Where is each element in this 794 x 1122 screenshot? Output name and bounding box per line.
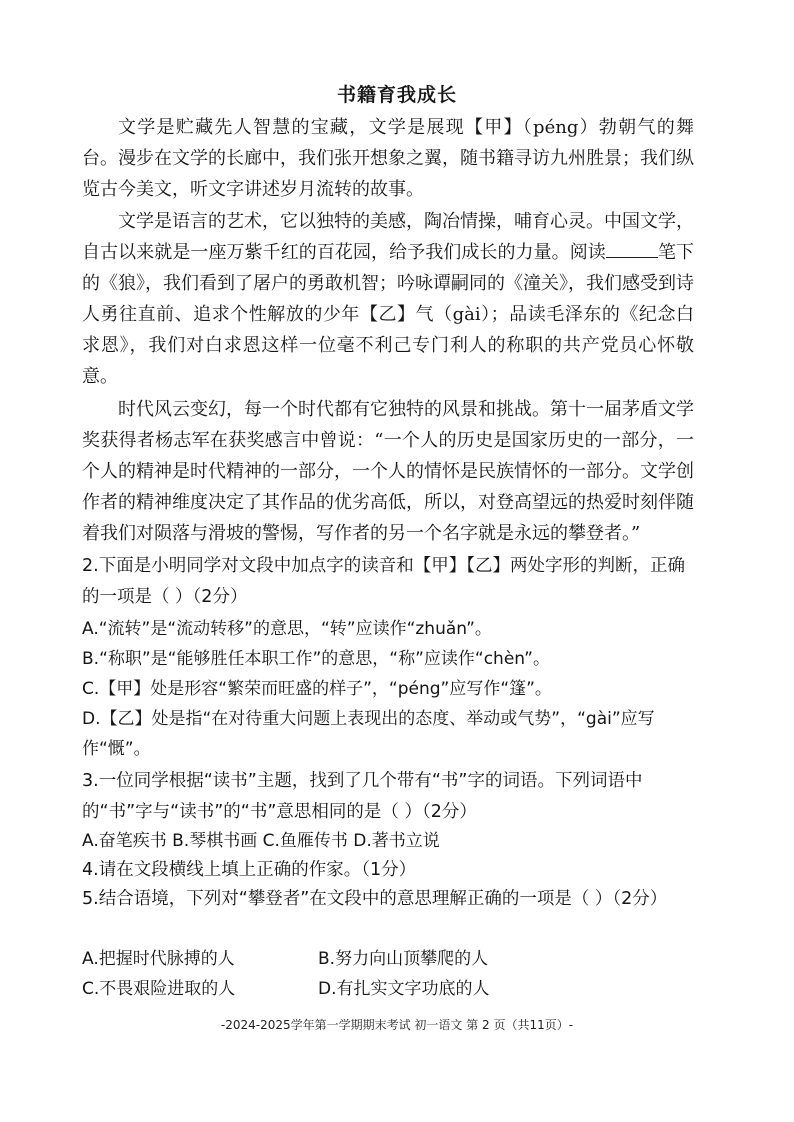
passage-paragraph-2 <box>82 206 694 392</box>
question-4-stem: 4.请在文段横线上填上正确的作家。（1分） <box>82 860 417 880</box>
question-5-option-d: D.有扎实文字功底的人 <box>318 979 490 999</box>
passage-title: 书籍育我成长 <box>336 84 457 106</box>
author-fill-blank[interactable] <box>606 239 658 258</box>
question-2-option-c: C.【甲】处是形容“繁荣而旺盛的样子”，“péng”应写作“篷”。 <box>82 679 552 699</box>
paragraph-2-text-after: 笔下的《狼》，我们看到了屠户的勇敢机智；吟咏谭嗣同的《潼关》，我们感受到诗人勇往直前、追求个性解放的少年【乙】气（gài）；品读毛泽东的《纪念白求恩》，我们对白求恩这样一位毫不利己专门利人的称职的共产党员心怀敬意。 <box>82 242 695 387</box>
question-2-option-a: A.“流转”是“流动转移”的意思，“转”应读作“zhuǎn”。 <box>82 619 492 639</box>
page-footer: -2024-2025学年第一学期期末考试 初一语文 第 2 页（共11页）- <box>220 1018 574 1032</box>
question-2-stem: 2.下面是小明同学对文段中加点字的读音和【甲】【乙】两处字形的判断，正确的一项是（ ）（2分） <box>82 556 685 607</box>
question-5-option-c: C.不畏艰险进取的人 <box>82 979 236 999</box>
question-3-stem: 3.一位同学根据“读书”主题，找到了几个带有“书”字的词语。下列词语中的“书”字与“读书”的“书”意思相同的是（ ）（2分） <box>82 771 643 822</box>
question-2-option-d: D.【乙】处是指“在对待重大问题上表现出的态度、举动或气势”，“gài”应写作“慨”。 <box>82 709 655 759</box>
passage-paragraph-1: 文学是贮藏先人智慧的宝藏，文学是展现【甲】（péng）勃朝气的舞台。漫步在文学的长廊中，我们张开想象之翼，随书籍寻访九州胜景；我们纵览古今美文，听文字讲述岁月流转的故事。 <box>82 117 694 200</box>
question-3-options: A.奋笔疾书 B.琴棋书画 C.鱼雁传书 D.著书立说 <box>82 831 440 851</box>
paragraph-2-text-before: 文学是语言的艺术，它以独特的美感，陶冶情操，哺育心灵。中国文学，自古以来就是一座万紫千红的百花园，给予我们成长的力量。阅读 <box>82 211 694 263</box>
question-2-option-b: B.“称职”是“能够胜任本职工作”的意思，“称”应读作“chèn”。 <box>82 649 550 669</box>
question-5-option-b: B.努力向山顶攀爬的人 <box>318 949 489 969</box>
passage-paragraph-3: 时代风云变幻，每一个时代都有它独特的风景和挑战。第十一届茅盾文学奖获得者杨志军在获奖感言中曾说：“一个人的历史是国家历史的一部分，一个人的精神是时代精神的一部分，一个人的情怀是民族情怀的一部分。文学创作者的精神维度决定了其作品的优劣高低，所以，对登高望远的热爱时刻伴随着我们对陨落与滑坡的警惕，写作者的另一个名字就是永远的攀登者。” <box>82 399 694 544</box>
question-5-option-a: A.把握时代脉搏的人 <box>82 949 235 969</box>
question-5-stem: 5.结合语境，下列对“攀登者”在文段中的意思理解正确的一项是（ ）（2分） <box>82 889 668 909</box>
